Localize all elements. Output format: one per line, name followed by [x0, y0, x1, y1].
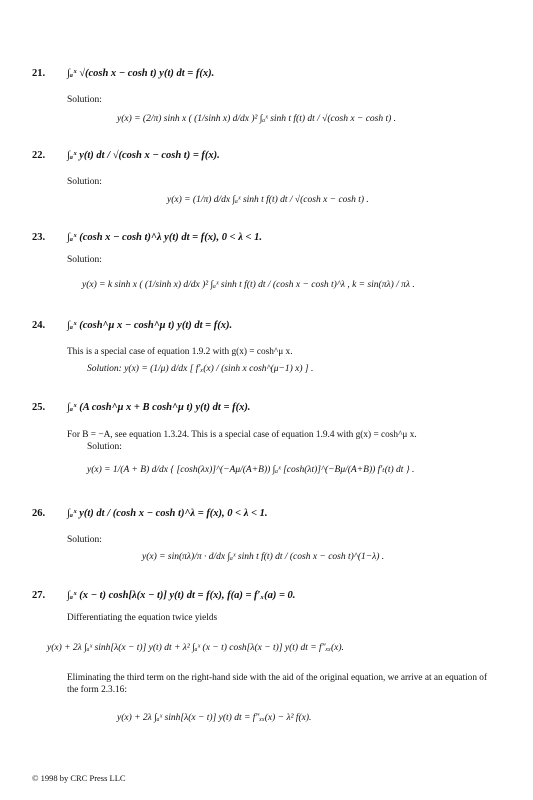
equation-number: 24.	[32, 320, 46, 331]
description-text: For B = −A, see equation 1.3.24. This is a special case of equation 1.9.4 with g(x) = cosh^μ x.	[67, 430, 417, 440]
solution-formula: y(x) = (1/π) d/dx ∫ₐˣ sinh t f(t) dt / √(cosh x − cosh t) .	[167, 195, 369, 205]
equation-statement: ∫ₐˣ (x − t) cosh[λ(x − t)] y(t) dt = f(x), f(a) = f′ₓ(a) = 0.	[67, 590, 296, 601]
equation-statement: ∫ₐˣ (A cosh^μ x + B cosh^μ t) y(t) dt = f(x).	[67, 402, 251, 413]
equation-number: 21.	[32, 68, 46, 79]
solution-formula: y(x) = k sinh x ( (1/sinh x) d/dx )² ∫ₐˣ sinh t f(t) dt / (cosh x − cosh t)^λ , k = sin(πλ) / πλ .	[82, 280, 415, 290]
solution-label: Solution:	[67, 255, 102, 265]
equation-statement: ∫ₐˣ y(t) dt / (cosh x − cosh t)^λ = f(x), 0 < λ < 1.	[67, 508, 268, 519]
equation-27	[32, 590, 502, 740]
equation-24	[32, 320, 502, 385]
equation-26	[32, 508, 502, 583]
equation-statement: ∫ₐˣ y(t) dt / √(cosh x − cosh t) = f(x).	[67, 150, 220, 161]
solution-label: Solution:	[67, 535, 102, 545]
equation-number: 22.	[32, 150, 46, 161]
solution-formula: y(x) = (2/π) sinh x ( (1/sinh x) d/dx )² ∫ₐˣ sinh t f(t) dt / √(cosh x − cosh t) .	[117, 114, 397, 124]
equation-statement: ∫ₐˣ (cosh^μ x − cosh^μ t) y(t) dt = f(x).	[67, 320, 233, 331]
equation-number: 26.	[32, 508, 46, 519]
elimination-text: Eliminating the third term on the right-hand side with the aid of the original equation, we arrive at an equation of the form 2.3.16:	[67, 673, 488, 695]
final-formula: y(x) + 2λ ∫ₐˣ sinh[λ(x − t)] y(t) dt = f″ₓₓ(x) − λ² f(x).	[117, 713, 312, 723]
solution-formula: Solution: y(x) = (1/μ) d/dx [ f′ₓ(x) / (sinh x cosh^(μ−1) x) ] .	[87, 364, 314, 374]
description-text: Differentiating the equation twice yields	[67, 613, 218, 623]
equation-number: 25.	[32, 402, 46, 413]
equation-number: 23.	[32, 232, 46, 243]
description-text: This is a special case of equation 1.9.2 with g(x) = cosh^μ x.	[67, 347, 293, 357]
solution-label: Solution:	[87, 442, 122, 452]
solution-formula: y(x) = sin(πλ)/π · d/dx ∫ₐˣ sinh t f(t) dt / (cosh x − cosh t)^(1−λ) .	[142, 552, 385, 562]
equation-22	[32, 150, 502, 220]
solution-label: Solution:	[67, 177, 102, 187]
solution-label: Solution:	[67, 95, 102, 105]
equation-23	[32, 232, 502, 312]
equation-number: 27.	[32, 590, 46, 601]
derived-formula: y(x) + 2λ ∫ₐˣ sinh[λ(x − t)] y(t) dt + λ² ∫ₐˣ (x − t) cosh[λ(x − t)] y(t) dt = f″ₓₓ(x).	[47, 643, 344, 653]
equation-25	[32, 402, 502, 497]
equation-statement: ∫ₐˣ √(cosh x − cosh t) y(t) dt = f(x).	[67, 68, 215, 79]
equation-statement: ∫ₐˣ (cosh x − cosh t)^λ y(t) dt = f(x), 0 < λ < 1.	[67, 232, 263, 243]
solution-formula: y(x) = 1/(A + B) d/dx { [cosh(λx)]^(−Aμ/(A+B)) ∫ₐˣ [cosh(λt)]^(−Bμ/(A+B)) f′ₜ(t) dt } .	[87, 465, 415, 475]
copyright-footer: © 1998 by CRC Press LLC	[32, 773, 126, 783]
equation-21	[32, 68, 502, 148]
